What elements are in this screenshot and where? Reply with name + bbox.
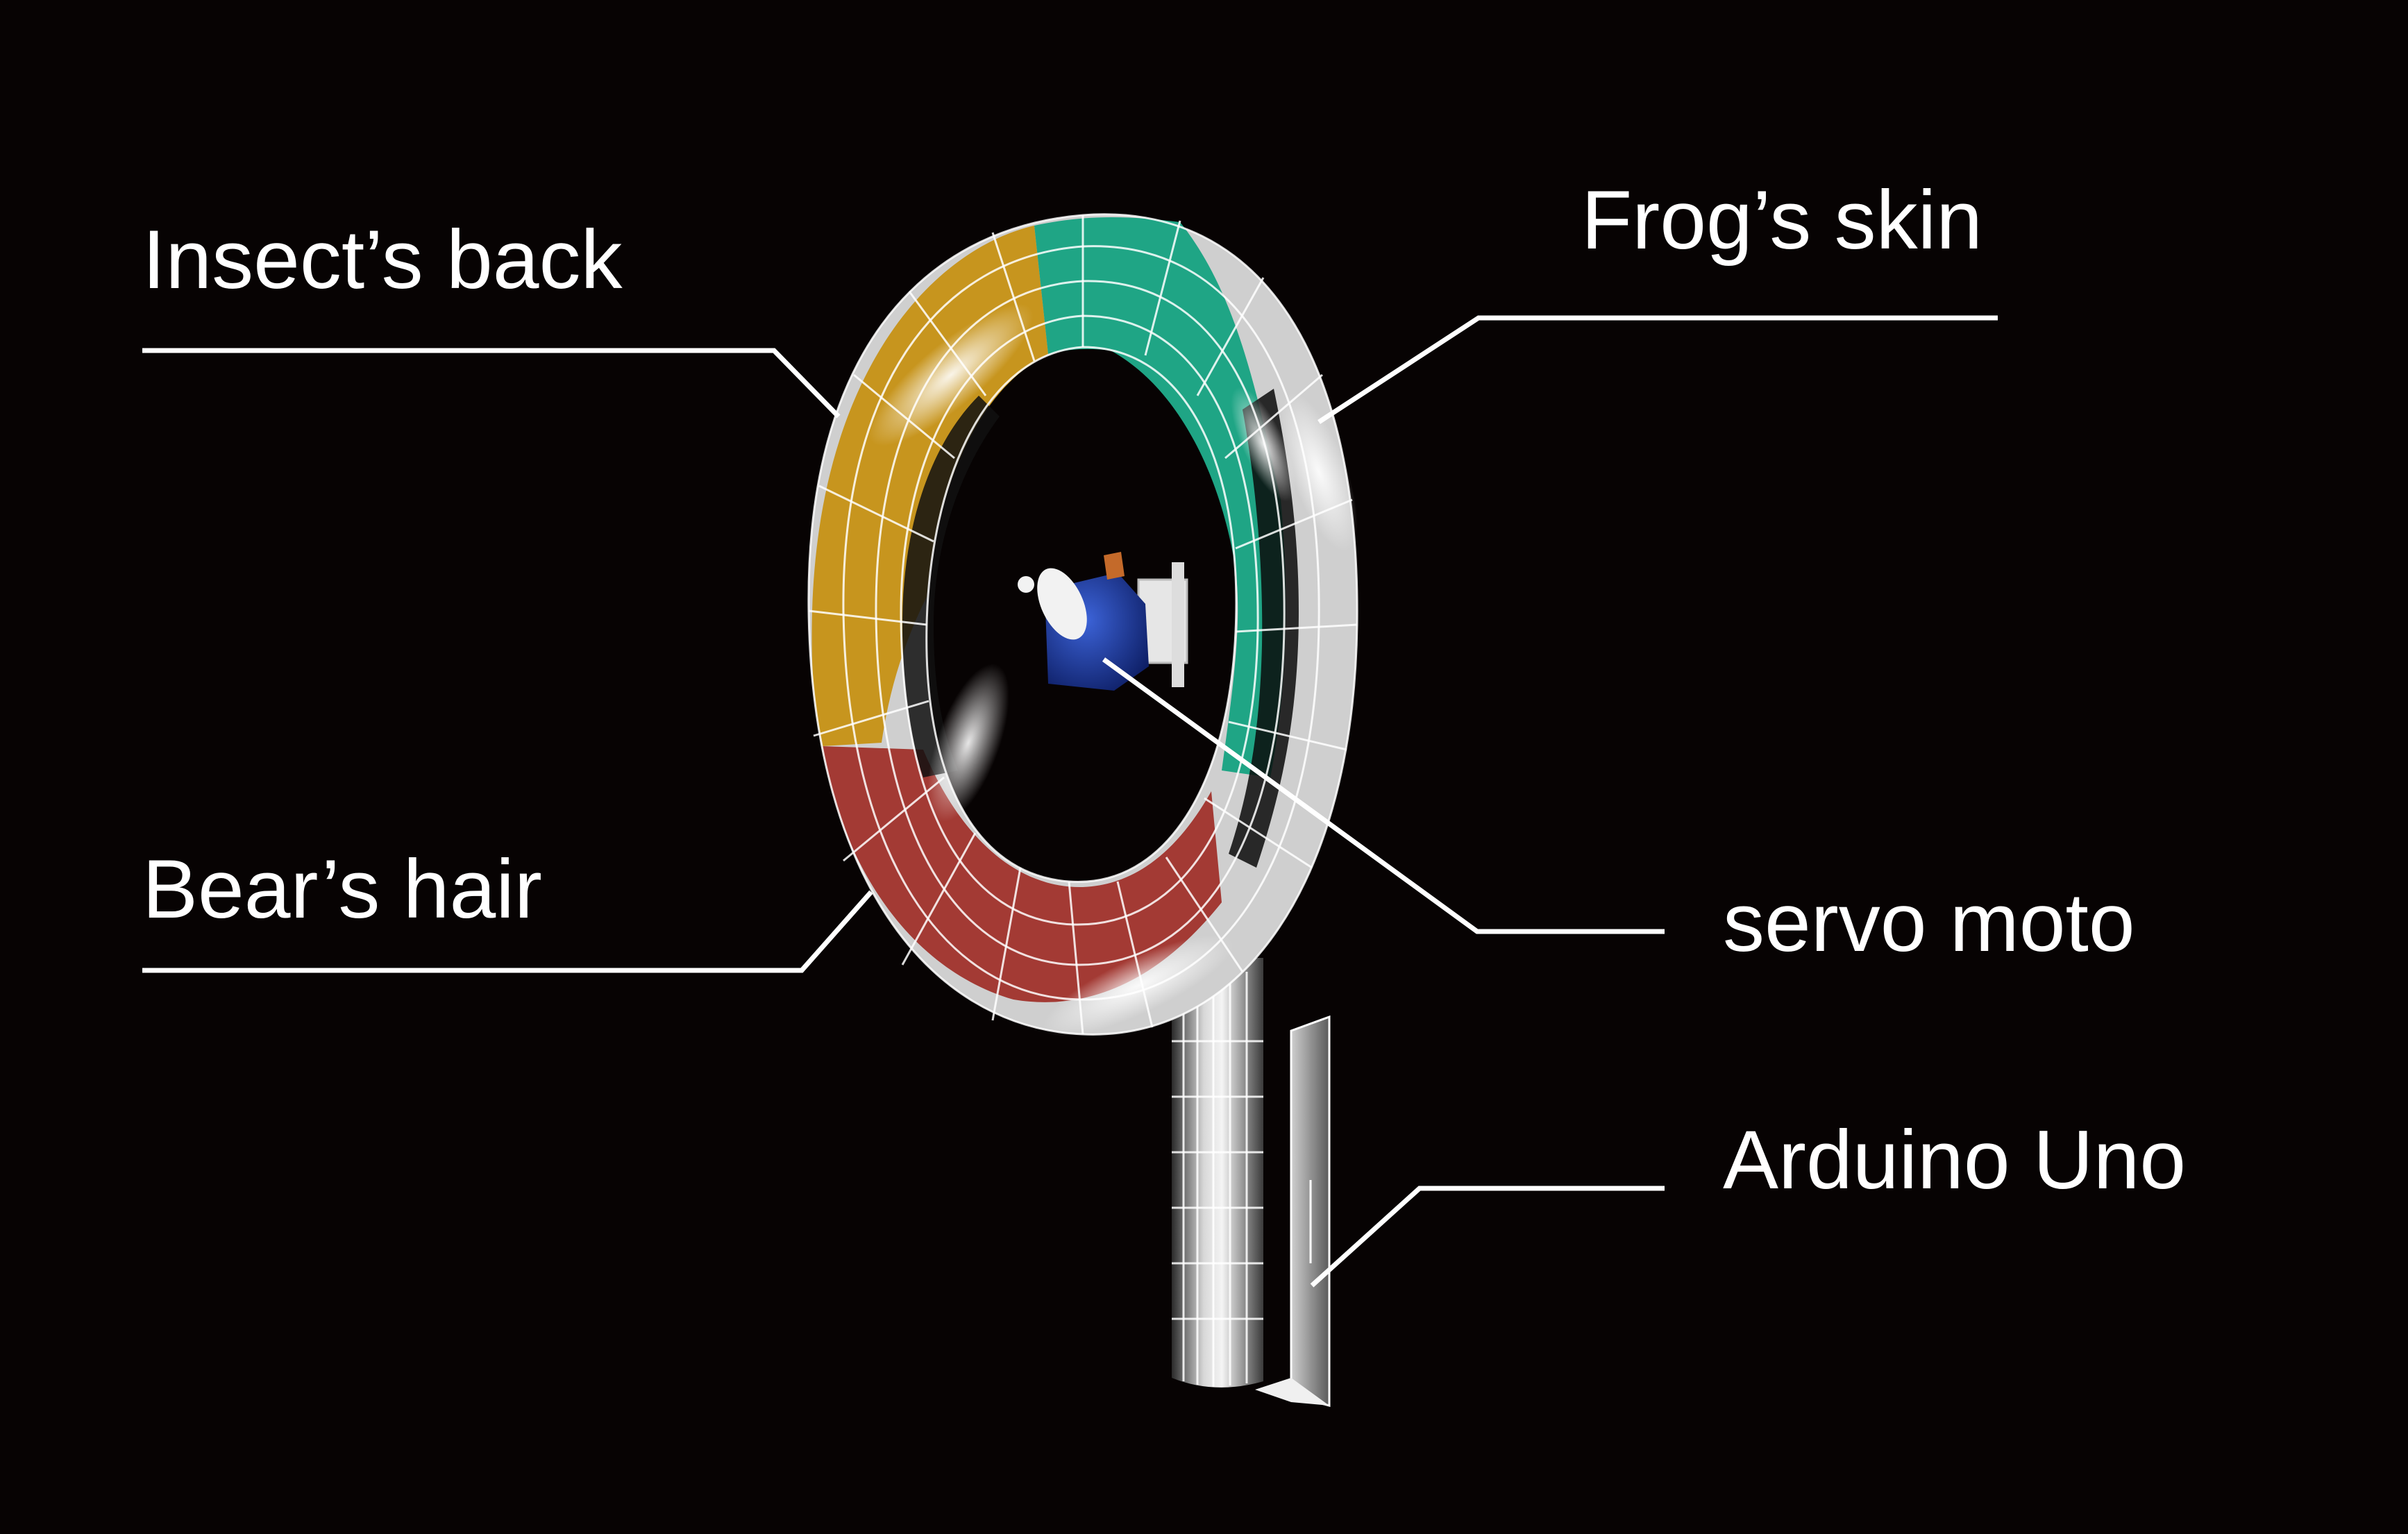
label-bears-hair: Bear’s hair	[142, 843, 542, 936]
stand	[1172, 958, 1329, 1406]
label-arduino-uno: Arduino Uno	[1723, 1113, 2187, 1206]
servo-shaft	[1018, 576, 1034, 593]
label-insects-back: Insect’s back	[142, 213, 623, 306]
stand-column	[1172, 958, 1263, 1388]
label-servo-motor: servo moto	[1723, 876, 2135, 969]
servo-post	[1172, 562, 1184, 687]
label-frogs-skin: Frog’s skin	[1581, 174, 1982, 267]
